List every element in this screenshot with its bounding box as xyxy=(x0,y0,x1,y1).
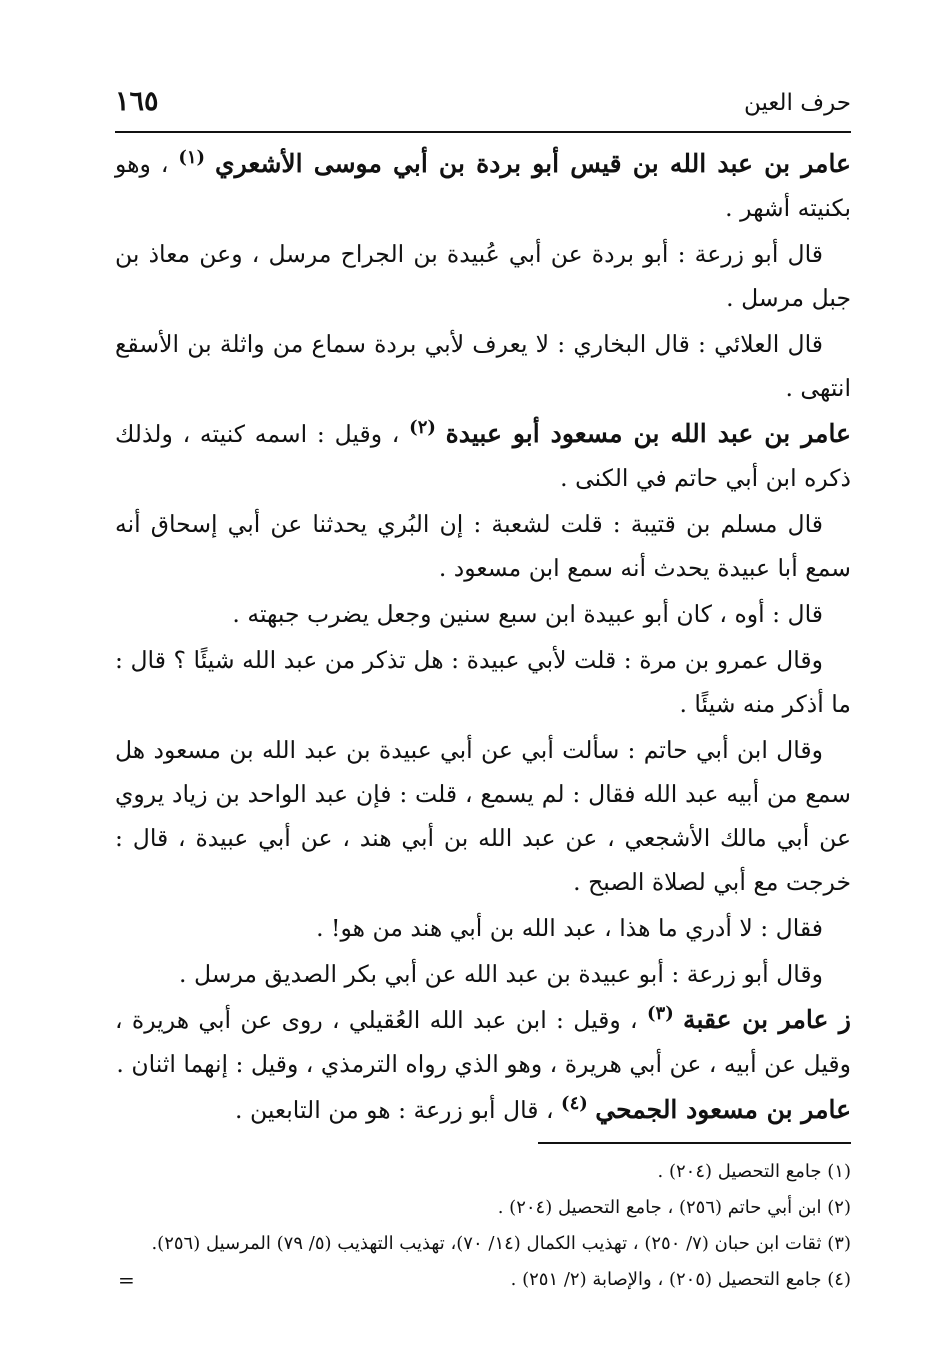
entry-heading xyxy=(115,1088,851,1132)
entry-name: ز عامر بن عقبة xyxy=(683,1005,851,1034)
footnote-ref[interactable]: (١) xyxy=(178,147,206,169)
paragraph: وقال أبو زرعة : أبو عبيدة بن عبد الله عن أبي بكر الصديق مرسل . xyxy=(179,960,823,988)
footnote-ref[interactable]: (٣) xyxy=(646,1003,674,1025)
paragraph: قال أبو زرعة : أبو بردة عن أبي عُبيدة بن الجراح مرسل ، وعن معاذ بن جبل مرسل . xyxy=(115,240,851,312)
entry-name: عامر بن عبد الله بن قيس أبو بردة بن أبي موسى الأشعري xyxy=(215,149,851,178)
entry-name: عامر بن مسعود الجمحي xyxy=(595,1095,851,1124)
footnote: (٣) ثقات ابن حبان (٧/ ٢٥٠) ، تهذيب الكمال (١٤/ ٧٠)، تهذيب التهذيب (٥/ ٧٩) المرسيل (٢٥٦). xyxy=(151,1233,851,1254)
entry-text: ، وقيل : ابن عبد الله العُقيلي ، روى عن أبي هريرة ، وقيل عن أبيه ، عن أبي هريرة ، وهو الذي رواه الترمذي ، وقيل : إنهما اثنان . xyxy=(115,1006,851,1078)
footnote: (١) جامع التحصيل (٢٠٤) . xyxy=(657,1161,851,1182)
paragraph: فقال : لا أدري ما هذا ، عبد الله بن أبي هند من هو! . xyxy=(316,914,823,942)
footnote-ref[interactable]: (٢) xyxy=(409,417,436,439)
paragraph: قال مسلم بن قتيبة : قلت لشعبة : إن البُري يحدثنا عن أبي إسحاق أنه سمع أبا عبيدة يحدث أنه سمع ابن مسعود . xyxy=(115,510,851,582)
page-header xyxy=(115,86,851,126)
paragraph: وقال عمرو بن مرة : قلت لأبي عبيدة : هل تذكر من عبد الله شيئًا ؟ قال : ما أذكر منه شيئًا . xyxy=(115,646,851,718)
footnote-ref[interactable]: (٤) xyxy=(561,1093,588,1115)
page-number: ١٦٥ xyxy=(115,86,159,117)
running-title: حرف العين xyxy=(743,90,851,116)
footnote: (٤) جامع التحصيل (٢٠٥) ، والإصابة (٢/ ٢٥١) . xyxy=(510,1269,851,1290)
continuation-mark: = xyxy=(118,1268,135,1292)
entry-heading xyxy=(115,998,851,1086)
paragraph: قال العلائي : قال البخاري : لا يعرف لأبي بردة سماع من واثلة بن الأسقع انتهى . xyxy=(115,330,851,402)
footnotes xyxy=(115,1154,851,1298)
paragraph: وقال ابن أبي حاتم : سألت أبي عن أبي عبيدة بن عبد الله بن مسعود هل سمع من أبيه عبد الله فقال : لم يسمع ، قلت : فإن عبد الواحد بن زياد يروي عن أبي مالك الأشجعي ، عن عبد الله بن أبي هند ، عن أبي عبيدة ، قال : خرجت مع أبي لصلاة الصبح . xyxy=(115,736,851,896)
footnote: (٢) ابن أبي حاتم (٢٥٦) ، جامع التحصيل (٢٠٤) . xyxy=(497,1197,851,1218)
entry-heading xyxy=(115,412,851,500)
entry-heading xyxy=(115,142,851,230)
page-body xyxy=(115,142,851,1134)
header-rule xyxy=(115,131,851,133)
footnote-rule xyxy=(538,1142,851,1144)
entry-text: ، وهو بكنيته أشهر . xyxy=(115,150,851,222)
entry-name: عامر بن عبد الله بن مسعود أبو عبيدة xyxy=(445,419,851,448)
entry-text: ، وقيل : اسمه كنيته ، ولذلك ذكره ابن أبي حاتم في الكنى . xyxy=(115,420,851,492)
paragraph: قال : أوه ، كان أبو عبيدة ابن سبع سنين وجعل يضرب جبهته . xyxy=(232,600,823,628)
entry-text: ، قال أبو زرعة : هو من التابعين . xyxy=(235,1096,554,1124)
